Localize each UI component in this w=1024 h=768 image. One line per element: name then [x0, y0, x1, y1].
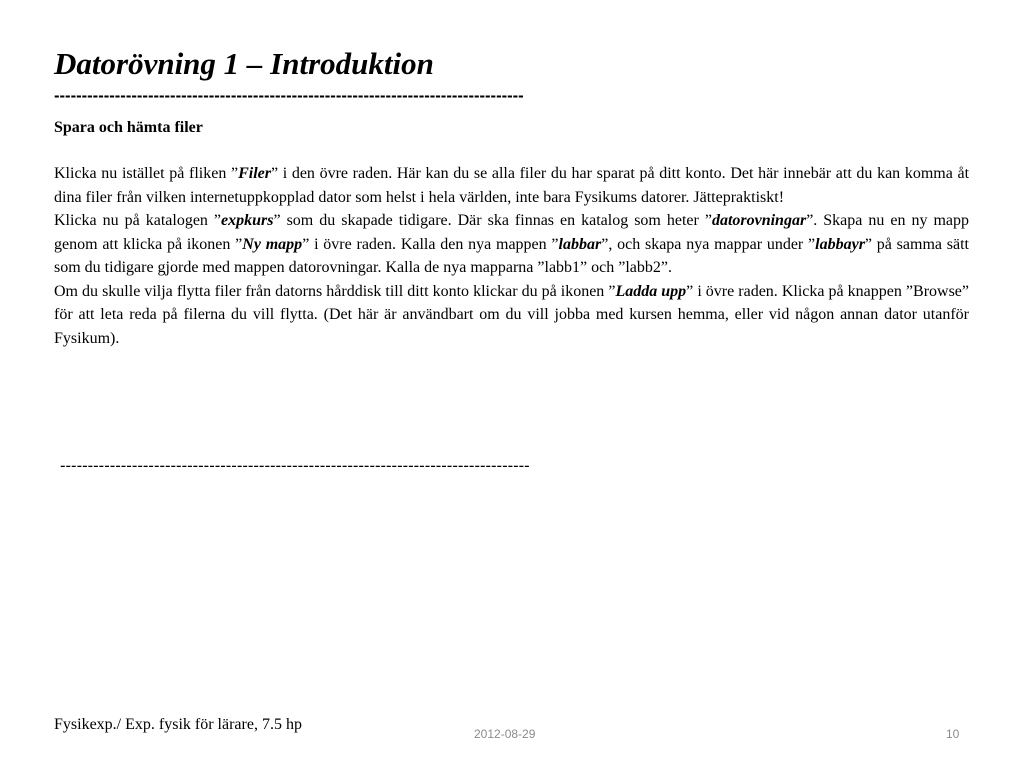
body-text: [54, 162, 969, 350]
emphasized-term: labbar: [558, 235, 602, 253]
emphasized-term: labbayr: [815, 235, 865, 253]
emphasized-term: expkurs: [221, 212, 274, 229]
footer-page-number: 10: [946, 727, 960, 741]
paragraph-folders: Klicka nu på katalogen ”expkurs” som du skapade tidigare. Där ska finnas en katalog som heter ”datorovningar”. Skapa nu en ny mapp genom att klicka på ikonen ”Ny mapp” i övre raden. Kalla den nya mappen ”labbar”, och skapa nya mappar under ”labbayr” på samma sätt som du tidigare gjorde med mappen datorovningar. Kalla de nya mapparna ”labb1” och ”labb2”.: [54, 212, 970, 276]
emphasized-term: datorovningar: [711, 212, 807, 229]
emphasized-term: Ladda upp: [615, 282, 687, 300]
paragraph-files-tab: Klicka nu istället på fliken ”Filer” i den övre raden. Här kan du se alla filer du har sparat på ditt konto. Det här innebär att du kan komma åt dina filer från vilken internetuppkopplad dator som helst i hela världen, inte bara Fysikums datorer. Jättepraktiskt!: [54, 165, 970, 206]
separator-line-top: -------------------------------------------------------------------------------------: [54, 86, 524, 105]
emphasized-term: Filer: [238, 165, 271, 182]
footer-course-name: Fysikexp./ Exp. fysik för lärare, 7.5 hp: [54, 716, 302, 733]
separator-line-bottom: -------------------------------------------------------------------------------------: [60, 456, 530, 475]
section-heading: Spara och hämta filer: [54, 119, 203, 136]
slide-title: Datorövning 1 – Introduktion: [54, 46, 434, 81]
emphasized-term: Ny mapp: [242, 235, 303, 253]
footer-date: 2012-08-29: [474, 727, 536, 741]
paragraph-upload: Om du skulle vilja flytta filer från datorns hårddisk till ditt konto klickar du på ikonen ”Ladda upp” i övre raden. Klicka på knappen ”Browse” för att leta reda på filerna du vill flytta. (Det här är användbart om du vill jobba med kursen hemma, eller vid någon annan dator utanför Fysikum).: [54, 282, 970, 347]
